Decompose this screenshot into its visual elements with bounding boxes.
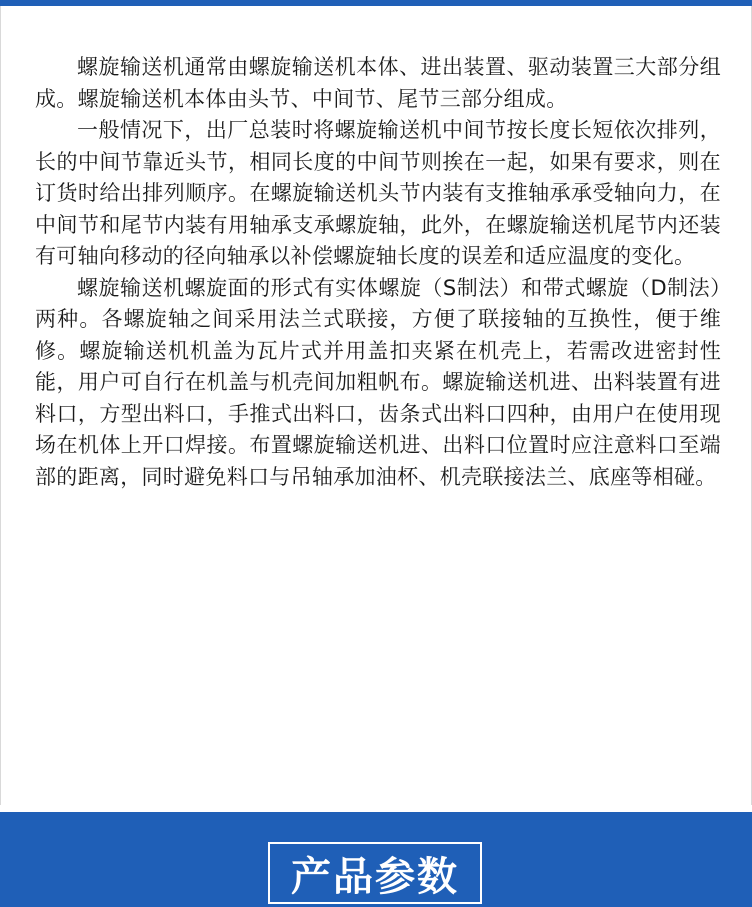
paragraph-composition: 螺旋输送机通常由螺旋输送机本体、进出装置、驱动装置三大部分组成。螺旋输送机本体由头节、中间节、尾节三部分组成。: [35, 55, 721, 111]
section-title: 产品参数: [268, 842, 482, 904]
article-panel: [0, 6, 752, 805]
paragraph-spiral-forms: 螺旋输送机螺旋面的形式有实体螺旋（S制法）和带式螺旋（D制法）两种。各螺旋轴之间采用法兰式联接，方便了联接轴的互换性，便于维修。螺旋输送机机盖为瓦片式并用盖扣夹紧在机壳上，若需改进密封性能，用户可自行在机盖与机壳间加粗帆布。螺旋输送机进、出料装置有进料口，方型出料口，手推式出料口，齿条式出料口四种，由用户在使用现场在机体上开口焊接。布置螺旋输送机进、出料口位置时应注意料口至端部的距离，同时避免料口与吊轴承加油杯、机壳联接法兰、底座等相碰。: [35, 275, 721, 489]
paragraph-assembly: 一般情况下，出厂总装时将螺旋输送机中间节按长度长短依次排列，长的中间节靠近头节，相同长度的中间节则挨在一起，如果有要求，则在订货时给出排列顺序。在螺旋输送机头节内装有支推轴承承受轴向力，在中间节和尾节内装有用轴承支承螺旋轴，此外，在螺旋输送机尾节内还装有可轴向移动的径向轴承以补偿螺旋轴长度的误差和适应温度的变化。: [35, 118, 721, 268]
section-banner: [0, 812, 752, 907]
article-body: [35, 52, 721, 493]
